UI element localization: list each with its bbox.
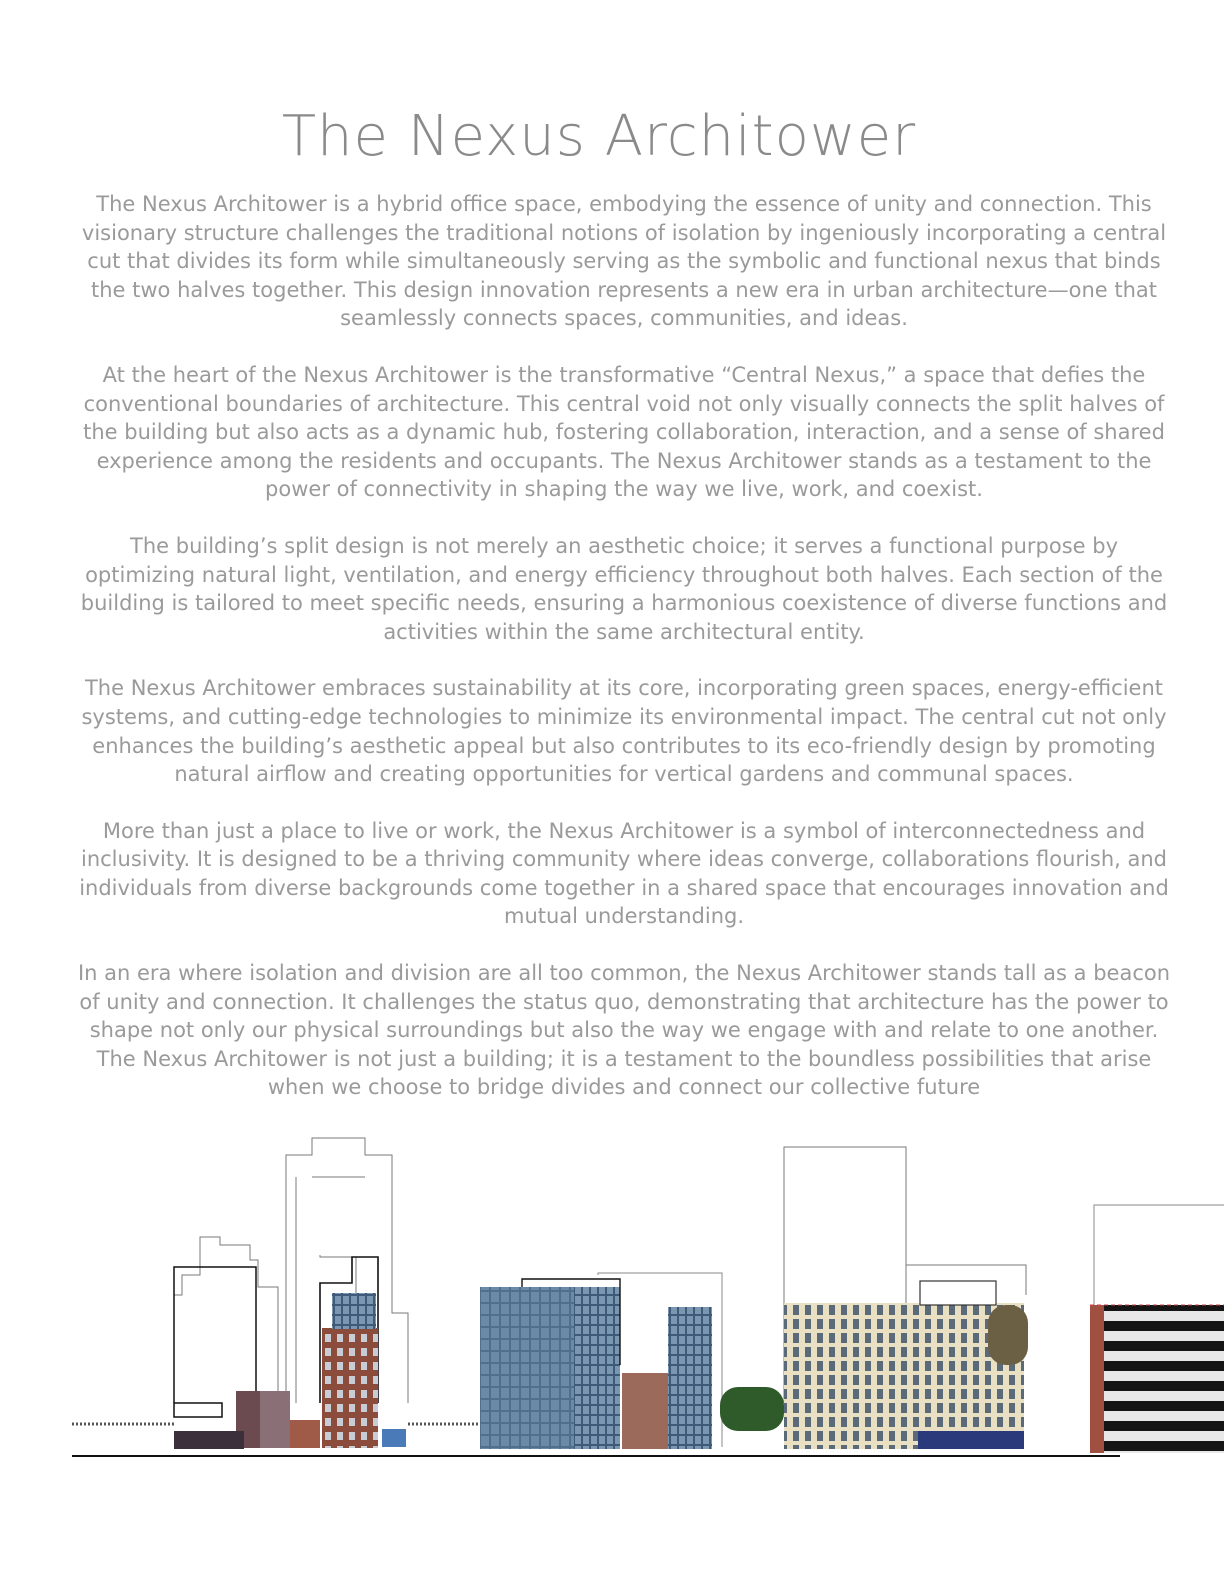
- paragraph-community: More than just a place to live or work, the Nexus Architower is a symbol of interconnectedness and inclusivity. It is designed to be a thriving community where ideas converge, collaborations flourish, and individuals from diverse backgrounds come together in a shared space that encourages innovation and mutual understanding.: [79, 818, 1169, 929]
- glass-tower-main: [480, 1287, 574, 1449]
- right-tree: [988, 1305, 1028, 1365]
- small-brick-shop: [622, 1373, 668, 1449]
- paragraph-central-nexus: At the heart of the Nexus Architower is the transformative “Central Nexus,” a space that defies the conventional boundaries of architecture. This central void not only visually connects the split halves of the building but also acts as a dynamic hub, fostering collaboration, interaction, and a sense of shared experience among the residents and occupants. The Nexus Architower stands as a testament to the power of connectivity in shaping the way we live, work, and coexist.: [83, 362, 1165, 502]
- low-rowhouse-2: [260, 1391, 290, 1448]
- far-right-building: [1102, 1305, 1224, 1453]
- far-right-frame: [1090, 1305, 1104, 1453]
- paragraph-split-design: The building’s split design is not merely an aesthetic choice; it serves a functional purpose by optimizing natural light, ventilation, and energy efficiency throughout both halves. Each section of the building is tailored to meet specific needs, ensuring a harmonious coexistence of diverse functions and activities within the same architectural entity.: [80, 533, 1168, 644]
- paragraph-intro: The Nexus Architower is a hybrid office space, embodying the essence of unity and connection. This visionary structure challenges the traditional notions of isolation by ingeniously incorporating a central cut that divides its form while simultaneously serving as the symbolic and functional nexus that binds the two halves together. This design innovation represents a new era in urban architecture—one that seamlessly connects spaces, communities, and ideas.: [81, 192, 1167, 331]
- paragraph-conclusion: In an era where isolation and division are all too common, the Nexus Architower stands tall as a beacon of unity and connection. It challenges the status quo, demonstrating that architecture has the power to shape not only our physical surroundings but also the way we engage with and relate to one another. The Nexus Architower is not just a building; it is a testament to the boundless possibilities that arise when we choose to bridge divides and connect our collective future: [77, 961, 1171, 1100]
- glass-tower-secondary: [574, 1287, 620, 1449]
- blue-sign: [382, 1429, 406, 1447]
- street-level-left: [174, 1431, 244, 1449]
- body-text: [72, 190, 1176, 1130]
- page-title: The Nexus Architower: [281, 104, 917, 169]
- glass-slim-tower: [668, 1307, 712, 1449]
- tree-mid: [720, 1387, 784, 1431]
- low-rowhouse-3: [290, 1420, 320, 1448]
- left-tower-heavy-outline: [174, 1267, 256, 1403]
- brick-tower: [322, 1328, 378, 1448]
- street-bus: [918, 1431, 1024, 1449]
- glass-top-left: [332, 1293, 376, 1329]
- awning-left: [174, 1403, 222, 1417]
- stone-rooftop-box: [920, 1281, 996, 1305]
- street-elevation-drawing: [70, 1135, 1224, 1465]
- paragraph-sustainability: The Nexus Architower embraces sustainability at its core, incorporating green spaces, energy-efficient systems, and cutting-edge technologies to minimize its environmental impact. The central cut not only enhances the building’s aesthetic appeal but also contributes to its eco-friendly design by promoting natural airflow and creating opportunities for vertical gardens and communal spaces.: [81, 676, 1167, 787]
